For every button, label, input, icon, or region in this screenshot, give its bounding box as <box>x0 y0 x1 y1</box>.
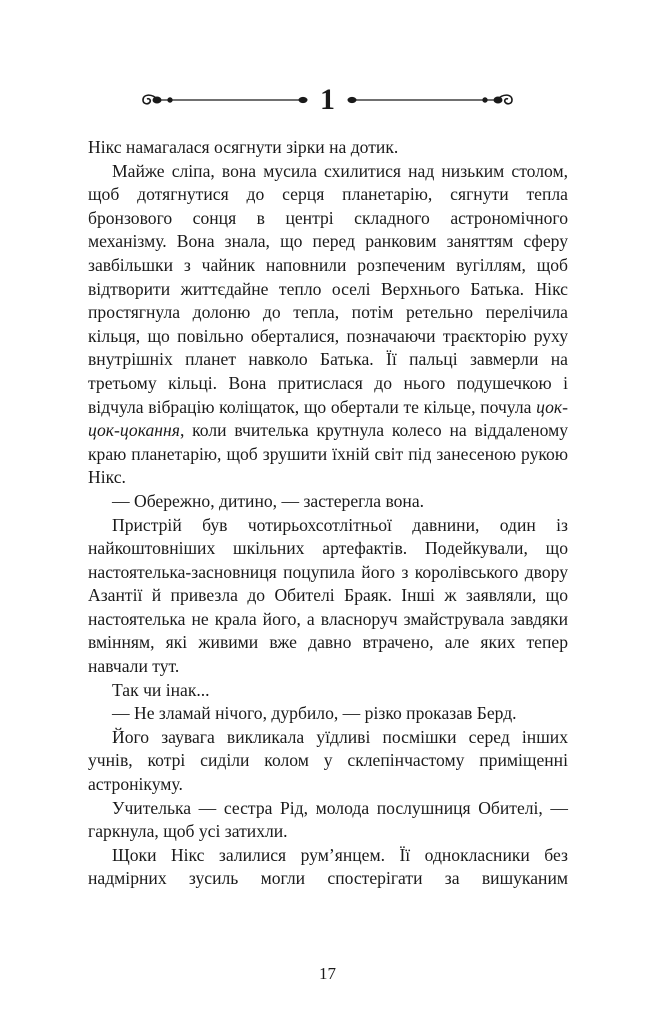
text-run: Нікс намагалася осягнути зірки на дотик. <box>88 137 399 157</box>
paragraph <box>88 490 568 514</box>
text-run: , коли вчителька крутнула колесо на віддаленому краю планетарію, щоб зрушити їхній світ під занесеною рукою Нікс. <box>88 420 568 488</box>
body-text <box>88 136 568 891</box>
paragraph <box>88 136 568 160</box>
paragraph <box>88 702 568 726</box>
text-run: Майже сліпа, вона мусила схилитися над низьким столом, щоб дотягнутися до серця планетарію, сягнути тепла бронзового сонця в центрі складного астрономічного механізму. Вона знала, що перед ранковим заняттям сферу завбільшки з чайник наповнили розпеченим вугіллям, щоб відтворити життєдайне тепло оселі Верхнього Батька. Нікс простягнула долоню до тепла, потім ретельно перелічила кільця, що повільно оберталися, позначаючи траєкторію руху внутрішніх планет навколо Батька. Її пальці завмерли на третьому кільці. Вона притислася до нього подушечкою і відчула вібрацію коліщаток, що обертали те кільце, почула <box>88 160 568 417</box>
chapter-number: 1 <box>320 83 335 116</box>
chapter-heading <box>140 80 515 120</box>
paragraph <box>88 160 568 490</box>
paragraph <box>88 726 568 797</box>
text-run: Пристрій був чотирьохсотлітньої давнини, один із найкоштовніших шкільних артефактів. Подейкували, що настоятелька-засновниця поцупила його з королівського двору Азантії й привезла до Обителі Браяк. Інші ж заявляли, що настоятелька не крала його, а власноруч змайструвала завдяки вмінням, які живими вже давно втрачено, але яких тепер навчали тут. <box>88 514 568 677</box>
text-run: Щоки Нікс залилися рум’янцем. Її однокласники без надмірних зусиль могли спостерігати за вишуканим <box>88 844 568 889</box>
text-run: — Обережно, дитино, — застерегла вона. <box>112 490 425 511</box>
paragraph <box>88 514 568 679</box>
text-run: — Не зламай нічого, дурбило, — різко проказав Берд. <box>112 703 517 724</box>
paragraph <box>88 844 568 891</box>
paragraph <box>88 797 568 844</box>
text-run: Його заувага викликала уїдливі посмішки серед інших учнів, котрі сиділи колом у склепінчастому приміщенні астронікуму. <box>88 726 568 795</box>
paragraph <box>88 679 568 703</box>
text-run: Так чи інак... <box>112 679 210 700</box>
text-run: Учителька — сестра Рід, молода послушниця Обителі, — гаркнула, щоб усі затихли. <box>88 797 568 842</box>
italic-text-run: цок-цок-цокання <box>88 396 568 441</box>
page-number: 17 <box>319 964 336 983</box>
